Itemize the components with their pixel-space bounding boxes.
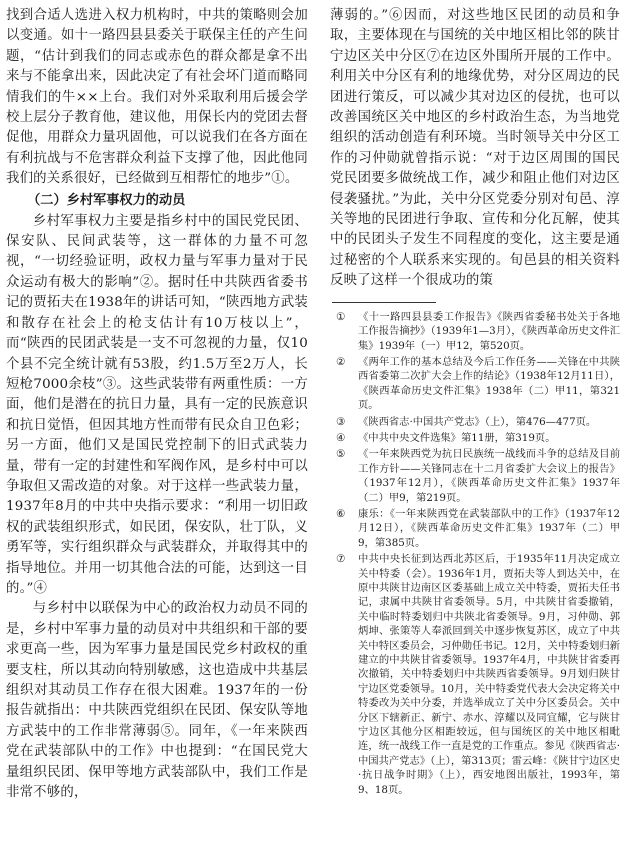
footnote-text: 康乐：《一年来陕西党在武装部队中的工作》（1937年12月12日），《陕西革命历史文件汇集》1937年（二）甲9，第385页。 <box>358 507 620 549</box>
footnote <box>330 310 620 353</box>
footnote-divider <box>332 302 436 303</box>
left-paragraph-2: 乡村军事权力主要是指乡村中的国民党民团、保安队、民间武装等，这一群体的力量不可忽视，“一切经验证明，政权力量与军事力量对于民众运动有极大的影响”②。据时任中共陕西省委书记的贾拓夫在1938年的讲话可知，“陕西地方武装和散存在社会上的枪支估计有10万枝以上”，而“陕西的民团武装是一支不可忽视的力量，仅10个县不完全统计就有53股，约1.5万至2万人，长短枪7000余枝”③。这些武装带有两重性质：一方面，他们是潜在的抗日力量，具有一定的民族意识和抗日觉悟，但因其地方性而带有民众自卫色彩；另一方面，他们又是国民党控制下的旧式武装力量，带有一定的封建性和军阀作风，是乡村中可以争取但又需改造的对象。对于这样一些武装力量，1937年8月的中共中央指示要求：“利用一切旧政权的武装组织形式，如民团，保安队，壮丁队，义勇军等，实行组织群众与武装群众，并取得其中的指导地位。并用一切其他合法的可能，达到这一目的。”④ <box>6 213 308 596</box>
footnote <box>330 355 620 413</box>
footnote <box>330 552 620 797</box>
footnote-mark: ⑤ <box>336 448 346 461</box>
footnote-mark: ④ <box>336 431 346 444</box>
right-column <box>330 6 620 799</box>
section-heading: （二）乡村军事权力的动员 <box>27 192 186 208</box>
footnote-text: 《一年来陕西党为抗日民族统一战线而斗争的总结及目前工作方针——关锋同志在十二月省委扩大会议上的报告》（1937年12月），《陕西革命历史文件汇集》1937年（二）甲9，第219页。 <box>358 448 620 504</box>
footnote <box>330 507 620 550</box>
footnote-mark: ③ <box>336 415 346 428</box>
footnote-text: 《十一路四县县委工作报告》《陕西省委秘书处关于各地工作报告摘抄》（1939年1—3月），《陕西革命历史文件汇集》1939年（一）甲12，第520页。 <box>358 310 620 352</box>
left-paragraph-3: 与乡村中以联保为中心的政治权力动员不同的是，乡村中军事力量的动员对中共组织和干部的要求更高一些，因为军事力量是国民党乡村政权的重要支柱，所以其动向特别敏感，这也造成中共基层组织对其动员工作存在很大困难。1937年的一份报告就指出：中共陕西党组织在民团、保安队等地方武装中的工作非常薄弱⑤。同年，《一年来陕西党在武装部队中的工作》中也提到：“在国民党大量组织民团、保甲等地方武装部队中，我们工作是非常不够的， <box>6 601 308 801</box>
left-column <box>6 6 308 803</box>
left-paragraph-1: 找到合适人选进入权力机构时，中共的策略则会加以变通。如十一路四县县委关于联保主任的产生问题，“估计到我们的同志或赤色的群众都是拿不出来与不能拿出来，因此决定了有社会坏门道而略同情我们的牛××上台。我们对外采取利用后援会学校上层分子教育他，建议他，用保长内的党团去督促他，用群众力量巩固他，可以说我们在各方面在有利抗战与不危害群众利益下支撑了他，因此他同我们的关系很好，已经做到互相帮忙的地步”①。 <box>6 8 308 187</box>
footnote-mark: ② <box>336 355 346 368</box>
footnote-mark: ① <box>336 310 346 323</box>
footnote-text: 《中共中央文件选集》第11册，第319页。 <box>358 431 556 444</box>
footnote <box>330 431 620 445</box>
footnote <box>330 415 620 429</box>
footnote-text: 《陕西省志·中国共产党志》（上），第476—477页。 <box>358 415 597 428</box>
footnotes <box>330 310 620 797</box>
footnote-text: 《两年工作的基本总结及今后工作任务——关锋在中共陕西省委第二次扩大会上作的结论》（1938年12月11日），《陕西革命历史文件汇集》1938年（二）甲11，第321页。 <box>358 355 620 412</box>
footnote <box>330 447 620 505</box>
footnote-mark: ⑥ <box>336 507 346 520</box>
footnote-text: 中共中央长征到达西北苏区后，于1935年11月决定成立关中特委（会）。1936年1月，贾拓夫等人到达关中，在原中共陕甘边南区区委基础上成立关中特委，贾拓夫任书记，隶属中共陕甘省委领导。5月，中共陕甘省委撤销，关中临时特委划归中共陕北省委领导。9月，习仲勋、郭炳坤、张策等人奉派回到关中逐步恢复苏区，成立了中共关中特区委员会，习仲勋任书记。12月，关中特委划归新建立的中共陕甘省委领导。1937年4月，中共陕甘省委再次撤销，关中特委划归中共陕西省委领导。9月划归陕甘宁边区党委领导。10月，关中特委党代表大会决定将关中特委改为关中分委，并选举成立了关中分区委员会。关中分区下辖新正、新宁、赤水、淳耀以及同宜耀，它与陕甘宁边区其他分区相距较远，但与国统区的关中地区相毗连，统一战线工作一直是党的工作重点。参见《陕西省志·中国共产党志》（上），第313页；雷云峰：《陕甘宁边区史·抗日战争时期》（上），西安地图出版社，1993年，第9、18页。 <box>358 553 620 796</box>
right-paragraph-1: 薄弱的。”⑥因而，对这些地区民团的动员和争取，主要体现在与国统的关中地区相比邻的陕甘宁边区关中分区⑦在边区外围所开展的工作中。利用关中分区有利的地缘优势，对分区周边的民团进行策反，可以减少其对边区的侵扰，也可以改善国统区关中地区的乡村政治生态，为当地党组织的活动创造有利环境。当时领导关中分区工作的习仲勋就曾指示说：“对于边区周围的国民党民团要多做统战工作，减少和阻止他们对边区侵袭骚扰。”为此，关中分区党委分别对旬邑、淳关等地的民团进行争取、宣传和分化瓦解，使其中的民团头子发生不同程度的变化，这主要是通过秘密的个人联系来实现的。旬邑县的相关资料反映了这样一个很成功的策 <box>330 8 620 289</box>
footnote-mark: ⑦ <box>336 553 346 566</box>
